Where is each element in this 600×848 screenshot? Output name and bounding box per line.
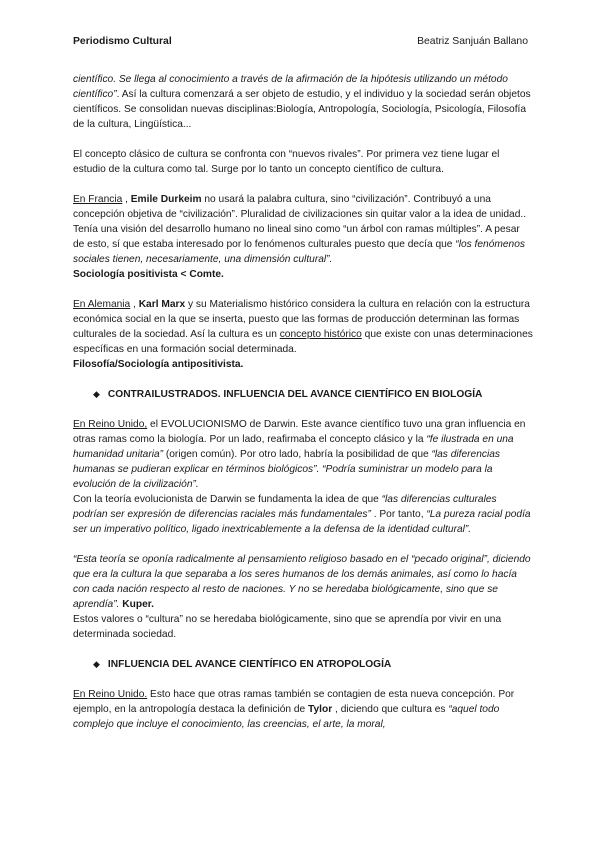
- summary-positivist: Sociología positivista < Comte.: [73, 269, 224, 280]
- quote-durkeim: “los fenómenos sociales tienen, necesariamente, una dimensión cultural”.: [73, 239, 525, 265]
- summary-antipositivist: Filosofía/Sociología antipositivista.: [73, 359, 244, 370]
- header-author: Beatriz Sanjuán Ballano: [417, 36, 528, 47]
- quote-scientific-method: científico. Se llega al conocimiento a través de la afirmación de la hipótesis utilizando un método científico”: [73, 74, 508, 100]
- header-course-title: Periodismo Cultural: [73, 36, 172, 47]
- paragraph-classic-concept: El concepto clásico de cultura se confronta con “nuevos rivales”. Por primera vez tiene lugar el estudio de la cultura como tal. Surge por lo tanto un concepto científico de cultura.: [73, 149, 500, 175]
- paragraph-text: que existe con unas determinaciones específicas en una formación social determinada.: [73, 329, 533, 355]
- name-durkeim: Emile Durkeim: [130, 194, 202, 205]
- paragraph-text: (origen común). Por otro lado, habría la posibilidad de que: [163, 449, 432, 460]
- paragraph-kuper: [73, 552, 533, 642]
- author-kuper: Kuper.: [119, 599, 154, 610]
- place-france: En Francia: [73, 194, 123, 205]
- paragraph-text: Esto hace que otras ramas también se contagien de esta nueva concepción. Por ejemplo, en la antropología destaca la definición de: [73, 689, 515, 715]
- paragraph-text: Con la teoría evolucionista de Darwin se fundamenta la idea de que: [73, 494, 382, 505]
- place-uk: En Reino Unido,: [73, 419, 148, 430]
- paragraph-text: Estos valores o “cultura” no se heredaba biológicamente, sino que se aprendía por vivir en una determinada sociedad.: [73, 614, 502, 640]
- paragraph-text: no usará la palabra cultura, sino “civilización”. Contribuyó a una concepción objetiva de “civilización”. Pluralidad de civilizaciones sin quitar valor a la idea de unidad.. Tenía una visión del desarrollo humano no lineal sino como “un árbol con ramas múltiples”. A pesar de esto, sí que estaba interesado por lo fenómenos culturales puesto que decía que: [73, 194, 527, 250]
- paragraph-text: . Así la cultura comenzará a ser objeto de estudio, y el individuo y la sociedad serán objetos científicos. Se consolidan nuevas disciplinas:Biología, Antropología, Sociología, Psicología, Filosofía de la cultura, Lingüística...: [73, 89, 531, 130]
- paragraph-france: [73, 192, 533, 282]
- place-uk: En Reino Unido.: [73, 689, 148, 700]
- quote-racial-purity: “La pureza racial podía ser un imperativo político, ligado inextricablemente a la defensa de la identidad cultural”.: [73, 509, 531, 535]
- section-heading-text: CONTRAILUSTRADOS. INFLUENCIA DEL AVANCE CIENTÍFICO EN BIOLOGÍA: [107, 389, 483, 400]
- quote-unitary-humanity: “fe ilustrada en una humanidad unitaria”: [73, 434, 514, 460]
- paragraph-tylor: [73, 687, 533, 732]
- paragraph-scientific-method: [73, 72, 533, 132]
- paragraph-text: ,: [130, 299, 139, 310]
- section-heading-biology: [73, 387, 533, 402]
- quote-cultural-differences: “las diferencias culturales podrían ser expresión de diferencias raciales más fundamentales”: [73, 494, 497, 520]
- paragraph-text: , diciendo que cultura es: [332, 704, 449, 715]
- name-tylor: Tylor: [308, 704, 333, 715]
- paragraph-text: . Por tanto,: [370, 509, 427, 520]
- name-marx: Karl Marx: [138, 299, 186, 310]
- place-germany: En Alemania: [73, 299, 131, 310]
- diamond-bullet-icon: ◆: [93, 389, 100, 399]
- quote-biological-differences: “las diferencias humanas se pudieran explicar en términos biológicos”. “Podría suministrar un modelo para la evolución de la civilización”.: [73, 449, 500, 490]
- section-heading-anthropology: [73, 657, 533, 672]
- paragraph-germany: [73, 297, 533, 372]
- quote-tylor: “aquel todo complejo que incluye el conocimiento, las creencias, el arte, la moral,: [73, 704, 500, 730]
- document-body: [73, 72, 533, 732]
- paragraph-darwin: [73, 417, 533, 537]
- quote-kuper: “Esta teoría se oponía radicalmente al pensamiento religioso basado en el “pecado original”, diciendo que era la cultura la que separaba a los seres humanos de los demás animales, así como lo hacía con cada nación respecto al resto de naciones. Y no se heredaba biológicamente, sino que se aprendía”.: [73, 554, 531, 610]
- paragraph-text: y su Materialismo histórico considera la cultura en relación con la estructura económica social en la que se inserta, puesto que las formas de producción determinan las formas culturales de la sociedad. Así la cultura es un: [73, 299, 530, 340]
- diamond-bullet-icon: ◆: [93, 659, 100, 669]
- paragraph-text: el EVOLUCIONISMO de Darwin. Este avance científico tuvo una gran influencia en otras ramas como la biología. Por un lado, reafirmaba el concepto clásico y la: [73, 419, 526, 445]
- paragraph-text: ,: [122, 194, 131, 205]
- section-heading-text: INFLUENCIA DEL AVANCE CIENTÍFICO EN ATROPOLOGÍA: [107, 659, 392, 670]
- page-header: [73, 36, 528, 47]
- term-historical-concept: concepto histórico: [279, 329, 362, 340]
